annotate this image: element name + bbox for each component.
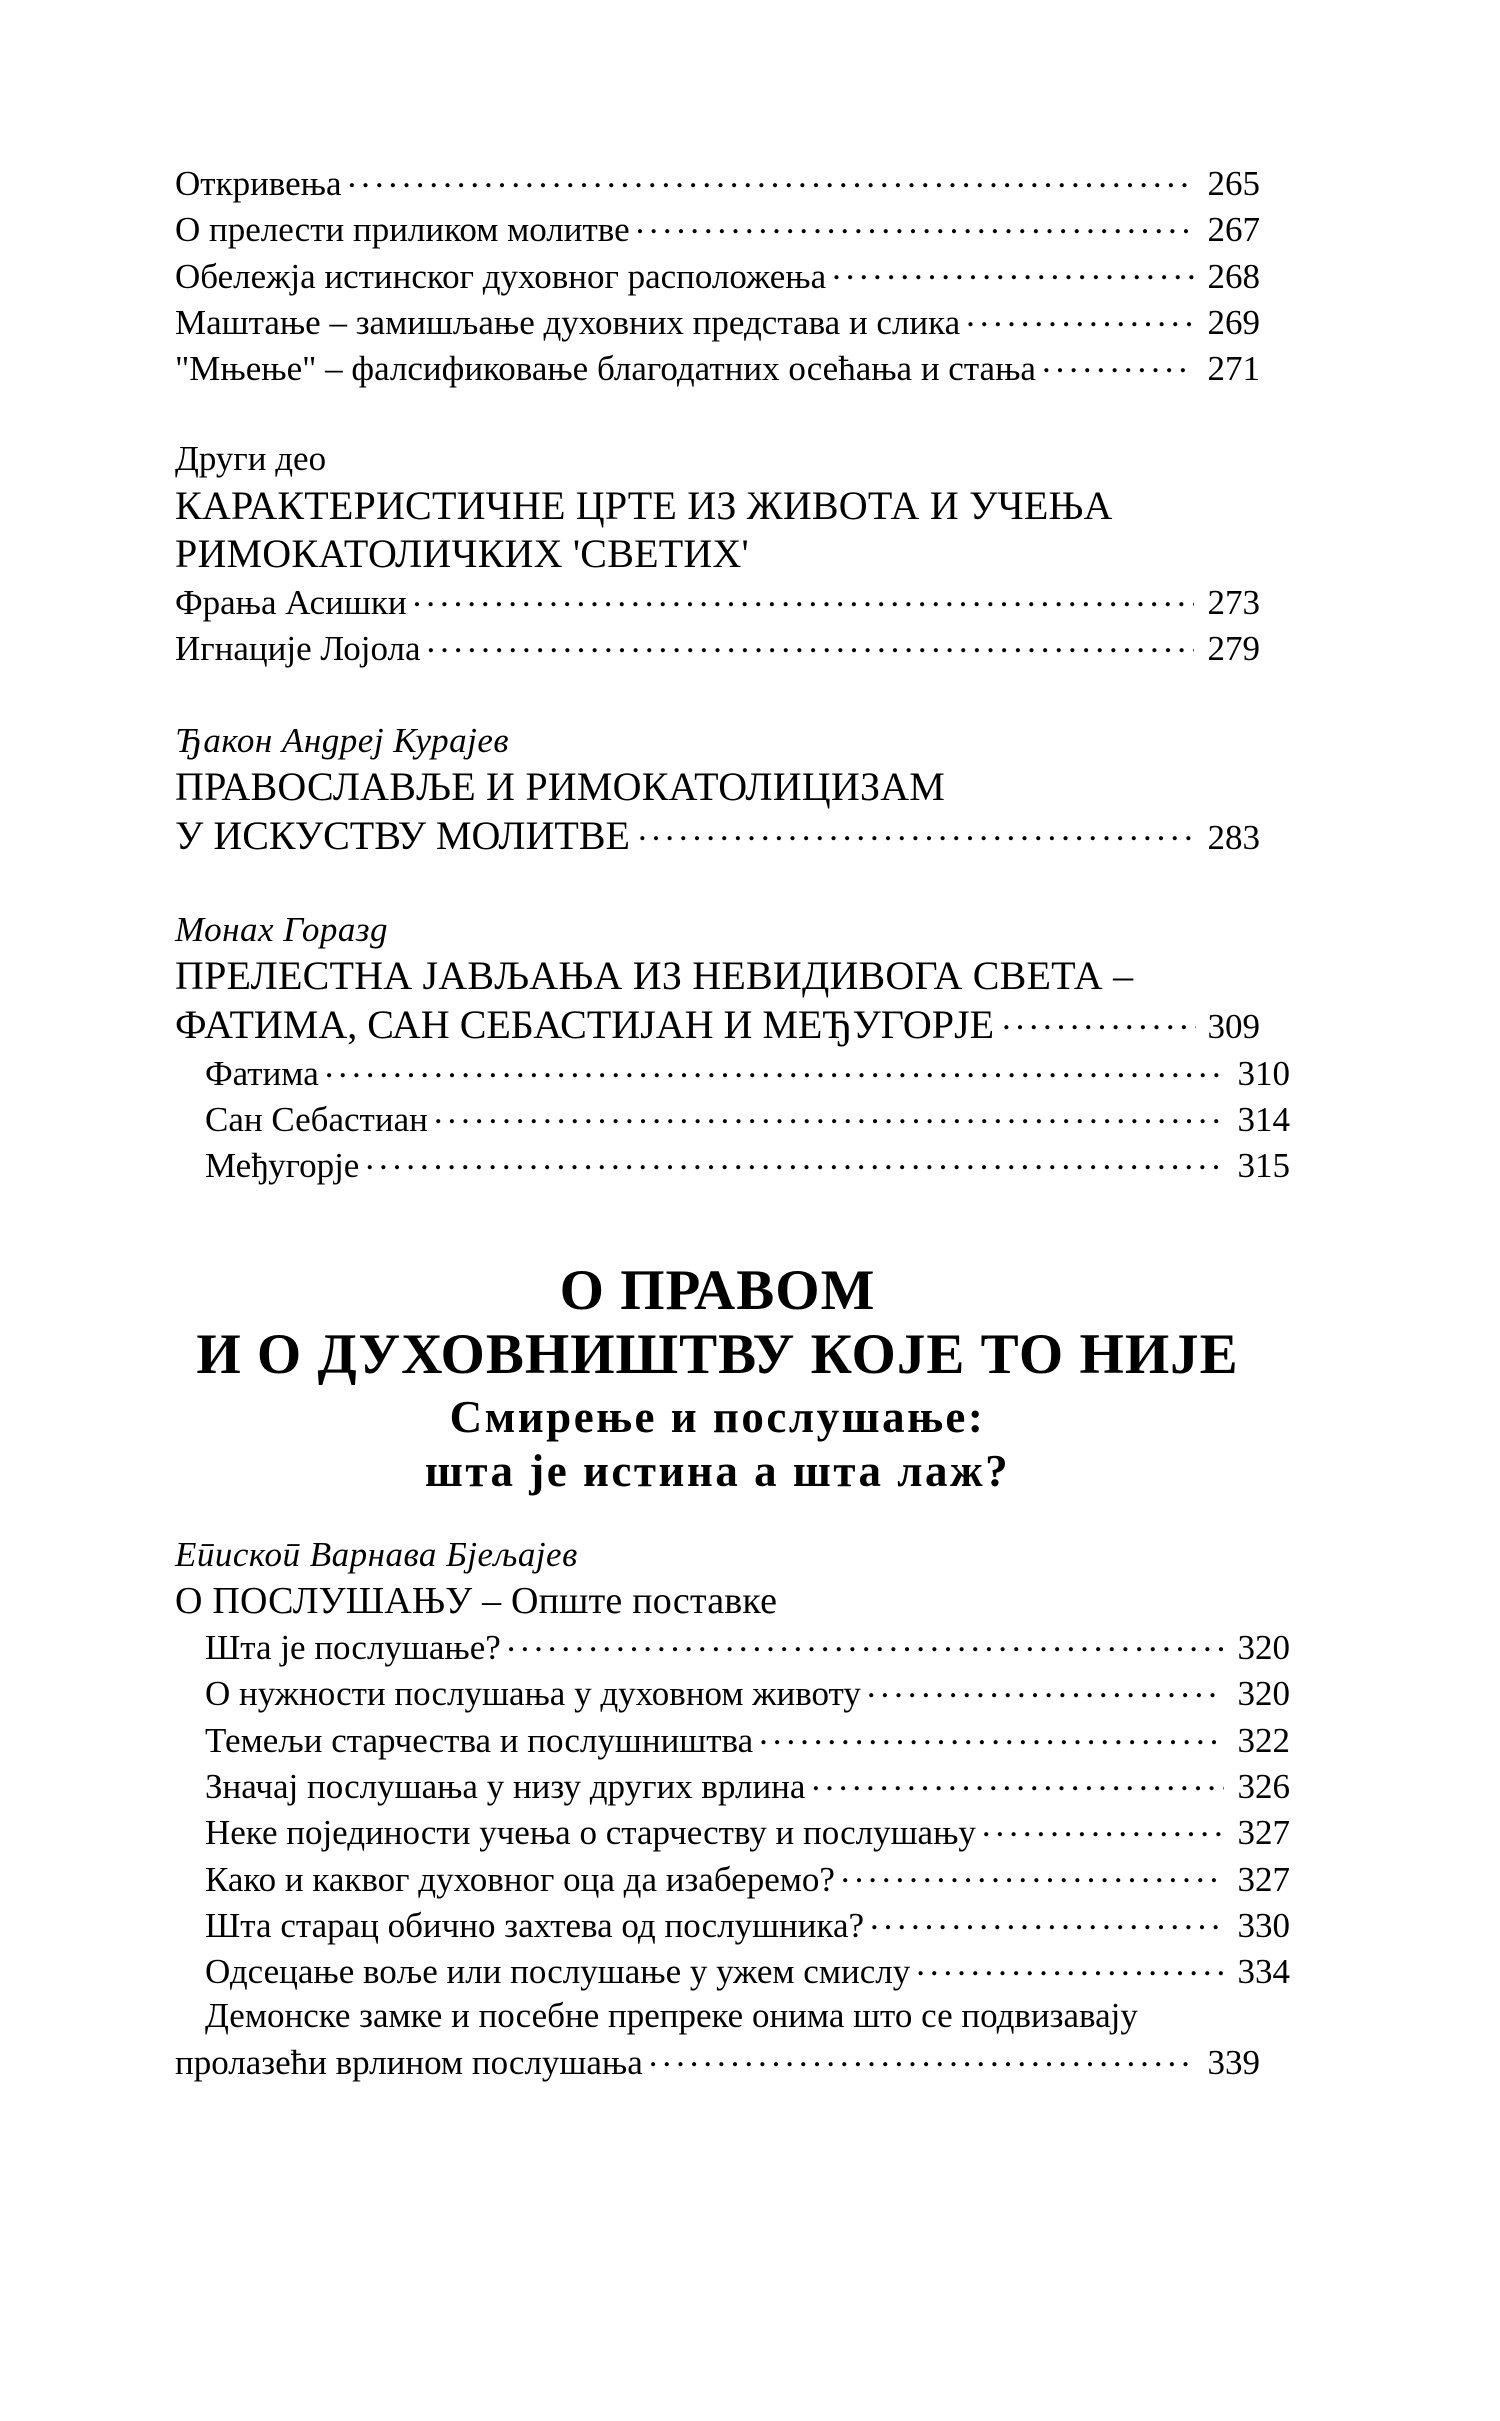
toc-entry-label: Одсецање воље или послушање у ужем смислу	[205, 1952, 911, 1992]
toc-entry-label: Шта је послушање?	[205, 1628, 501, 1668]
toc-entry-page: 339	[1207, 2042, 1260, 2082]
toc-entry-page: 273	[1207, 583, 1260, 623]
spacer	[175, 861, 1260, 907]
toc-section-one	[175, 160, 1260, 391]
toc-entry-page: 320	[1237, 1628, 1290, 1668]
toc-section-bjeljajev	[175, 1532, 1290, 2085]
work-title-line-2: ФАТИМА, САН СЕБАСТИЈАН И МЕЂУГОРЈЕ	[175, 1002, 995, 1048]
section-heading: О ПОСЛУШАЊУ – Опште поставке	[175, 1579, 778, 1622]
toc-entry-page: 310	[1237, 1053, 1290, 1093]
toc-entry-page: 314	[1237, 1100, 1290, 1140]
dot-leader	[348, 160, 1194, 195]
toc-entry-label: О прелести приликом молитве	[175, 210, 630, 250]
toc-entry[interactable]	[175, 1624, 1290, 1670]
toc-entry-wrapped-first-line[interactable]: Демонске замке и посебне препреке онима што се подвизавају	[205, 1996, 1138, 2036]
main-title-line-1: О ПРАВОМ	[559, 1258, 876, 1322]
toc-entry-label: Сан Себастиан	[205, 1100, 428, 1140]
toc-entry[interactable]	[175, 299, 1260, 345]
toc-entry-wrapped-second-line[interactable]	[175, 2039, 1260, 2085]
toc-entry[interactable]	[175, 1902, 1290, 1948]
toc-entry-page: 265	[1207, 164, 1260, 203]
toc-entry[interactable]	[175, 1050, 1290, 1096]
toc-entry[interactable]	[175, 579, 1260, 625]
author-name: Епископ Варнава Бјељајев	[175, 1535, 578, 1575]
dot-leader	[916, 1948, 1224, 1983]
dot-leader	[966, 299, 1194, 334]
toc-entry-page: 320	[1237, 1674, 1290, 1714]
toc-entry-label: Међугорје	[205, 1146, 360, 1186]
toc-entry-label: Шта старац обично захтева од послушника?	[205, 1905, 865, 1945]
toc-entry-page: 327	[1237, 1859, 1290, 1899]
toc-entry-label: Фатима	[205, 1053, 319, 1093]
work-title-line-2-row[interactable]	[175, 812, 1260, 861]
main-subtitle-line-1: Смирење и послушање:	[449, 1392, 986, 1443]
dot-leader	[427, 625, 1195, 660]
toc-entry[interactable]	[175, 345, 1260, 391]
work-title-line-2-row[interactable]	[175, 1001, 1260, 1050]
dot-leader	[638, 833, 1196, 849]
dot-leader	[413, 579, 1194, 614]
toc-entry[interactable]	[175, 1856, 1290, 1902]
toc-entry-page: 327	[1237, 1813, 1290, 1853]
toc-entry-label: Значај послушања у низу других врлина	[205, 1767, 806, 1807]
work-page: 309	[1207, 1007, 1260, 1047]
toc-entry[interactable]	[175, 1763, 1290, 1809]
toc-entry-label: Темељи старчества и послушништва	[205, 1720, 754, 1760]
toc-entry-label: Обележја истинског духовног расположења	[175, 256, 827, 296]
toc-entry-page: 326	[1237, 1767, 1290, 1807]
part-title-line-1: КАРАКТЕРИСТИЧНЕ ЦРТЕ ИЗ ЖИВОТА И УЧЕЊА	[175, 482, 1113, 528]
toc-entry-page: 279	[1207, 629, 1260, 669]
main-title-block	[175, 1259, 1260, 1499]
author-name: Монах Горазд	[175, 909, 389, 949]
toc-section-kurajev	[175, 718, 1260, 861]
toc-entry[interactable]	[175, 1717, 1290, 1763]
toc-entry-page: 267	[1207, 210, 1260, 250]
spacer	[175, 672, 1260, 718]
toc-entry[interactable]	[175, 206, 1260, 252]
dot-leader	[841, 1856, 1224, 1891]
toc-entry-page: 322	[1237, 1720, 1290, 1760]
toc-section-gorazd	[175, 907, 1290, 1189]
toc-entry[interactable]	[175, 1948, 1290, 1994]
toc-entry-label: Маштање – замишљање духовних представа и слика	[175, 302, 961, 342]
toc-entry[interactable]	[175, 1142, 1290, 1188]
dot-leader	[832, 253, 1194, 288]
toc-entry-label: пролазећи врлином послушања	[175, 2042, 643, 2082]
toc-entry[interactable]	[175, 1670, 1290, 1716]
toc-entry-label: Игнације Лојола	[175, 629, 421, 669]
toc-entry-label: Фрања Асишки	[175, 583, 407, 623]
dot-leader	[325, 1050, 1224, 1085]
work-title-line-2: У ИСКУСТВУ МОЛИТВЕ	[175, 813, 630, 859]
work-title-line-1: ПРЕЛЕСТНА ЈАВЉАЊА ИЗ НЕВИДИВОГА СВЕТА –	[175, 953, 1134, 999]
part-title-line-2: РИМОКАТОЛИЧКИХ 'СВЕТИХ'	[175, 531, 749, 577]
toc-entry-label: Откривења	[175, 164, 342, 203]
dot-leader	[867, 1670, 1224, 1705]
toc-entry-page: 271	[1207, 349, 1260, 389]
dot-leader	[507, 1624, 1224, 1659]
toc-entry-page: 315	[1237, 1146, 1290, 1186]
toc-entry-page: 334	[1237, 1952, 1290, 1992]
dot-leader	[811, 1763, 1224, 1798]
toc-entry[interactable]	[175, 625, 1260, 671]
toc-entry-label: О нужности послушања у духовном животу	[205, 1674, 861, 1714]
toc-entry[interactable]	[175, 1809, 1290, 1855]
toc-entry-page: 330	[1237, 1905, 1290, 1945]
toc-entry-label: Како и каквог духовног оца да изаберемо?	[205, 1859, 835, 1899]
dot-leader	[365, 1142, 1224, 1177]
dot-leader	[1042, 345, 1194, 380]
spacer	[175, 391, 1260, 437]
work-page: 283	[1207, 818, 1260, 858]
dot-leader	[870, 1902, 1224, 1937]
toc-entry[interactable]	[175, 160, 1260, 206]
toc-entry-label: "Мњење" – фалсификовање благодатних осећања и стања	[175, 349, 1036, 389]
toc-entry[interactable]	[175, 1096, 1290, 1142]
toc-entry-label: Неке појединости учења о старчеству и послушању	[205, 1813, 976, 1853]
author-name: Ђакон Андреј Курајев	[175, 720, 510, 760]
work-title-line-1: ПРАВОСЛАВЉЕ И РИМОКАТОЛИЦИЗАМ	[175, 764, 946, 810]
dot-leader	[982, 1809, 1224, 1844]
toc-entry[interactable]	[175, 253, 1260, 299]
toc-entry-page: 268	[1207, 256, 1260, 296]
spacer	[175, 1189, 1260, 1259]
dot-leader	[1002, 1022, 1196, 1038]
main-subtitle-line-2: шта је истина а шта лаж?	[424, 1446, 1011, 1497]
dot-leader	[759, 1717, 1224, 1752]
toc-entry-page: 269	[1207, 302, 1260, 342]
dot-leader	[434, 1096, 1224, 1131]
dot-leader	[649, 2039, 1194, 2074]
toc-section-part-two	[175, 437, 1260, 671]
dot-leader	[636, 206, 1194, 241]
spacer	[175, 1498, 1260, 1532]
main-title-line-2: И О ДУХОВНИШТВУ КОЈЕ ТО НИЈЕ	[196, 1322, 1239, 1386]
part-label: Други део	[175, 439, 327, 479]
